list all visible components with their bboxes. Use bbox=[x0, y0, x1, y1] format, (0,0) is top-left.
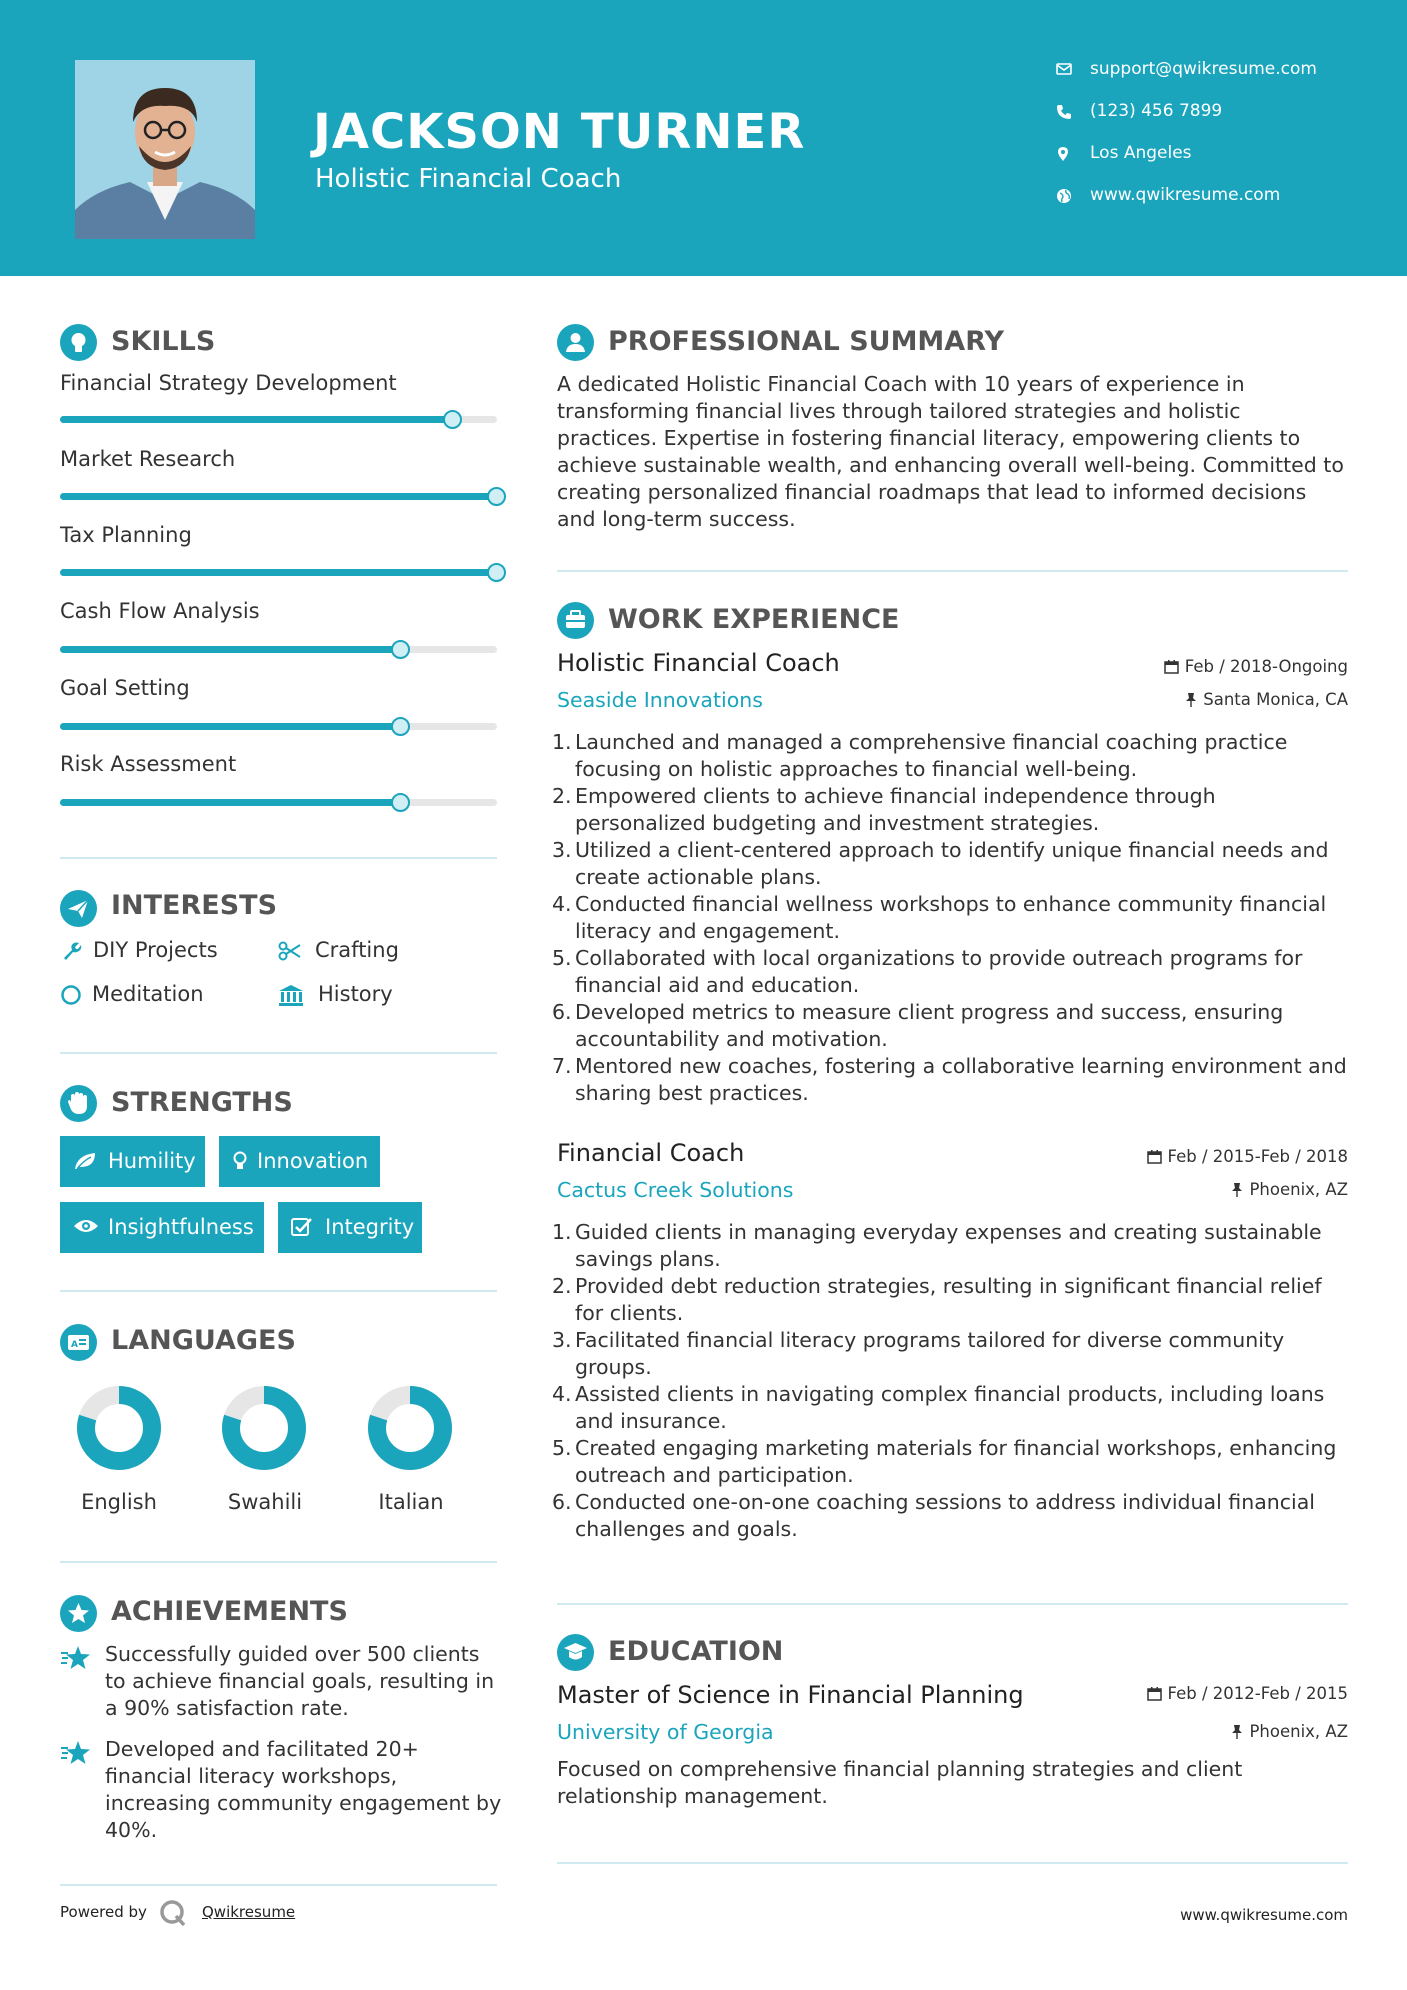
job-date bbox=[1147, 1147, 1348, 1166]
summary-text: A dedicated Holistic Financial Coach with 10 years of experience in transforming financial lives through tailored strategies and holistic practices. Expertise in fostering financial literacy, empowering clients to achieve sustainable wealth, and enhancing overall well-being. Committed to creating personalized financial roadmaps that lead to informed decisions and long-term success. bbox=[557, 372, 1344, 531]
eye-icon bbox=[73, 1217, 99, 1235]
star-section-icon bbox=[60, 1595, 97, 1632]
degree-title: Master of Science in Financial Planning bbox=[557, 1681, 1024, 1709]
company-name: Seaside Innovations bbox=[557, 688, 763, 712]
job-bullets bbox=[552, 729, 1347, 1107]
interest-label: Meditation bbox=[92, 982, 204, 1006]
job-location-text: Phoenix, AZ bbox=[1249, 1180, 1348, 1199]
pin-icon bbox=[1231, 1724, 1243, 1739]
interest-label: Crafting bbox=[315, 938, 399, 962]
skill-name: Tax Planning bbox=[60, 523, 192, 547]
scissors-icon bbox=[278, 940, 302, 962]
candidate-role: Holistic Financial Coach bbox=[315, 164, 622, 194]
achievement-text: Developed and facilitated 20+ financial literacy workshops, increasing community engagement by 40%. bbox=[105, 1737, 502, 1842]
skill-bar bbox=[60, 723, 497, 730]
education-text: Focused on comprehensive financial planning strategies and client relationship management. bbox=[557, 1757, 1243, 1808]
section-divider bbox=[60, 1290, 497, 1292]
job-date-text: Feb / 2018-Ongoing bbox=[1184, 657, 1348, 676]
skill-name: Financial Strategy Development bbox=[60, 371, 397, 395]
profile-photo bbox=[75, 60, 255, 239]
phone-icon bbox=[1056, 104, 1072, 120]
strength-label: Insightfulness bbox=[108, 1215, 254, 1239]
section-divider bbox=[557, 1603, 1348, 1605]
list-item: 6. Developed metrics to measure client progress and success, ensuring accountability and motivation. bbox=[552, 1000, 1284, 1051]
pin-icon bbox=[1231, 1182, 1243, 1197]
skill-bar-fill bbox=[60, 799, 401, 806]
calendar-icon bbox=[1147, 1686, 1162, 1701]
strength-badge bbox=[60, 1136, 205, 1187]
job-location bbox=[1231, 1180, 1348, 1199]
list-item: 3. Utilized a client-centered approach to identify unique financial needs and create actionable plans. bbox=[552, 838, 1329, 889]
calendar-icon bbox=[1147, 1149, 1162, 1164]
calendar-icon bbox=[1164, 659, 1179, 674]
map-pin-icon bbox=[1056, 146, 1070, 162]
interests-heading: INTERESTS bbox=[111, 890, 278, 921]
company-name: Cactus Creek Solutions bbox=[557, 1178, 794, 1202]
education-date bbox=[1147, 1684, 1348, 1703]
lightbulb-section-icon bbox=[60, 324, 97, 361]
list-item: 1. Launched and managed a comprehensive financial coaching practice focusing on holistic approaches to financial well-being. bbox=[552, 730, 1288, 781]
user-section-icon bbox=[557, 324, 594, 361]
bank-icon bbox=[278, 984, 304, 1006]
contact-email-text: support@qwikresume.com bbox=[1090, 59, 1317, 79]
interest-label: DIY Projects bbox=[93, 938, 218, 962]
strength-badge bbox=[219, 1136, 380, 1187]
skill-bar-knob bbox=[391, 640, 410, 659]
qwikresume-logo-icon bbox=[158, 1898, 188, 1928]
job-title: Holistic Financial Coach bbox=[557, 649, 840, 677]
star-icon bbox=[60, 1740, 92, 1766]
wrench-icon bbox=[60, 940, 82, 962]
skill-name: Cash Flow Analysis bbox=[60, 599, 260, 623]
skill-bar-knob bbox=[487, 563, 506, 582]
strength-label: Innovation bbox=[257, 1149, 369, 1173]
skill-bar bbox=[60, 493, 497, 500]
school-name: University of Georgia bbox=[557, 1720, 774, 1744]
lightbulb-icon bbox=[232, 1151, 248, 1173]
job-date-text: Feb / 2015-Feb / 2018 bbox=[1167, 1147, 1348, 1166]
globe-icon bbox=[1056, 188, 1072, 204]
language-section-icon bbox=[60, 1324, 97, 1361]
list-item: 4. Assisted clients in navigating complex financial products, including loans and insurance. bbox=[552, 1382, 1325, 1433]
skill-bar-fill bbox=[60, 646, 401, 653]
list-item: 4. Conducted financial wellness workshops to enhance community financial literacy and engagement. bbox=[552, 892, 1327, 943]
svg-text:A: A bbox=[71, 1340, 78, 1350]
list-item: 3. Facilitated financial literacy programs tailored for diverse community groups. bbox=[552, 1328, 1285, 1379]
contact-phone-text: (123) 456 7899 bbox=[1090, 101, 1223, 121]
skill-name: Market Research bbox=[60, 447, 236, 471]
skills-heading: SKILLS bbox=[111, 326, 216, 357]
checkbox-icon bbox=[291, 1217, 313, 1237]
education-location-text: Phoenix, AZ bbox=[1249, 1722, 1348, 1741]
footer-url[interactable]: www.qwikresume.com bbox=[1180, 1906, 1348, 1924]
section-divider bbox=[557, 570, 1348, 572]
education-heading: EDUCATION bbox=[608, 1636, 784, 1667]
list-item: 2. Empowered clients to achieve financial independence through personalized budgeting and investment strategies. bbox=[552, 784, 1216, 835]
header-banner bbox=[0, 0, 1407, 276]
job-bullets bbox=[552, 1219, 1347, 1543]
leaf-icon bbox=[73, 1151, 97, 1171]
skill-bar-knob bbox=[443, 410, 462, 429]
contact-location-text: Los Angeles bbox=[1090, 143, 1192, 163]
skill-bar-knob bbox=[487, 487, 506, 506]
skill-bar-knob bbox=[391, 793, 410, 812]
envelope-icon bbox=[1056, 62, 1072, 76]
strength-badge bbox=[60, 1202, 264, 1253]
star-icon bbox=[60, 1645, 92, 1671]
pin-icon bbox=[1185, 692, 1197, 707]
skill-bar bbox=[60, 799, 497, 806]
achievement-text: Successfully guided over 500 clients to achieve financial goals, resulting in a 90% satisfaction rate. bbox=[105, 1642, 495, 1720]
circle-icon bbox=[60, 984, 82, 1006]
skill-bar-fill bbox=[60, 723, 401, 730]
graduate-section-icon bbox=[557, 1634, 594, 1671]
skill-bar bbox=[60, 646, 497, 653]
skill-bar-fill bbox=[60, 416, 453, 423]
skill-bar bbox=[60, 569, 497, 576]
skill-bar-fill bbox=[60, 569, 497, 576]
interest-label: History bbox=[318, 982, 393, 1006]
list-item: 5. Created engaging marketing materials for financial workshops, enhancing outreach and participation. bbox=[552, 1436, 1337, 1487]
language-name: Italian bbox=[378, 1490, 444, 1514]
language-name: English bbox=[81, 1490, 157, 1514]
section-divider bbox=[60, 1561, 497, 1563]
contact-website-text: www.qwikresume.com bbox=[1090, 185, 1281, 205]
list-item: 1. Guided clients in managing everyday expenses and creating sustainable savings plans. bbox=[552, 1220, 1322, 1271]
education-location bbox=[1231, 1722, 1348, 1741]
list-item: 5. Collaborated with local organizations to provide outreach programs for financial aid and education. bbox=[552, 946, 1303, 997]
powered-by-label: Powered by bbox=[60, 1903, 147, 1921]
job-date bbox=[1164, 657, 1348, 676]
experience-heading: WORK EXPERIENCE bbox=[608, 604, 900, 635]
section-divider bbox=[60, 1884, 497, 1886]
job-location-text: Santa Monica, CA bbox=[1203, 690, 1348, 709]
language-donut bbox=[221, 1385, 307, 1471]
strength-label: Humility bbox=[108, 1149, 196, 1173]
hand-section-icon bbox=[60, 1085, 97, 1122]
languages-heading: LANGUAGES bbox=[111, 1325, 296, 1356]
skill-name: Goal Setting bbox=[60, 676, 190, 700]
language-donut bbox=[76, 1385, 162, 1471]
education-date-text: Feb / 2012-Feb / 2015 bbox=[1167, 1684, 1348, 1703]
section-divider bbox=[60, 857, 497, 859]
section-divider bbox=[60, 1052, 497, 1054]
skill-bar bbox=[60, 416, 497, 423]
strength-label: Integrity bbox=[325, 1215, 415, 1239]
skill-bar-fill bbox=[60, 493, 497, 500]
summary-heading: PROFESSIONAL SUMMARY bbox=[608, 326, 1005, 357]
skill-name: Risk Assessment bbox=[60, 752, 237, 776]
section-divider bbox=[557, 1862, 1348, 1864]
strengths-heading: STRENGTHS bbox=[111, 1087, 293, 1118]
candidate-name: JACKSON TURNER bbox=[313, 104, 806, 160]
paper-plane-section-icon bbox=[60, 890, 97, 927]
language-name: Swahili bbox=[227, 1490, 303, 1514]
list-item: 7. Mentored new coaches, fostering a collaborative learning environment and sharing best practices. bbox=[552, 1054, 1347, 1105]
job-location bbox=[1185, 690, 1348, 709]
qwikresume-link[interactable]: Qwikresume bbox=[202, 1903, 296, 1921]
list-item: 2. Provided debt reduction strategies, resulting in significant financial relief for clients. bbox=[552, 1274, 1322, 1325]
job-title: Financial Coach bbox=[557, 1139, 745, 1167]
language-donut bbox=[367, 1385, 453, 1471]
list-item: 6. Conducted one-on-one coaching sessions to address individual financial challenges and goals. bbox=[552, 1490, 1315, 1541]
strength-badge bbox=[278, 1202, 422, 1253]
skill-bar-knob bbox=[391, 717, 410, 736]
achievements-heading: ACHIEVEMENTS bbox=[111, 1596, 348, 1627]
briefcase-section-icon bbox=[557, 602, 594, 639]
